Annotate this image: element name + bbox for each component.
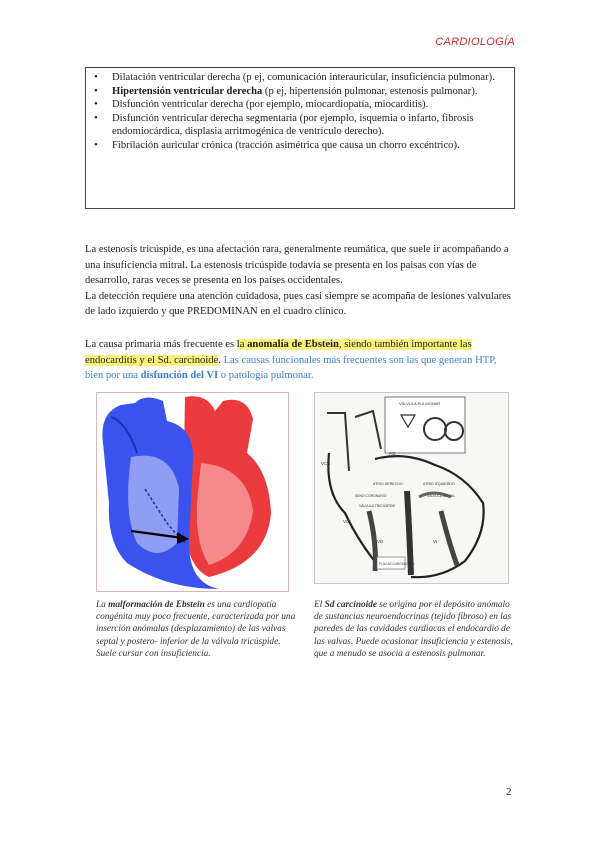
causes-list <box>90 71 508 153</box>
list-item-bold: Hipertensión ventricular derecha <box>112 85 263 97</box>
text-run: La <box>96 600 109 610</box>
list-item <box>112 139 508 153</box>
text-run: . <box>218 354 221 366</box>
text-run: La causa primaria más frecuente es <box>85 339 237 350</box>
text-run: o patología pulmonar. <box>218 370 314 381</box>
running-header: CARDIOLOGÍA <box>435 36 515 48</box>
label-vi: VI <box>433 539 438 544</box>
heart-illustration <box>97 393 288 591</box>
list-item-text: Fibrilación auricular crónica (tracción asimétrica que causa un chorro excéntrico). <box>112 139 460 151</box>
tricuspid-stenosis-paragraph <box>85 242 515 320</box>
carcinoid-heart-figure <box>314 392 509 584</box>
valve-inset-title: VÁLVULA PULMONAR <box>399 401 441 406</box>
figure2-caption <box>314 599 514 660</box>
bold-text: malformación de Ebstein <box>108 600 205 610</box>
bold-text: anomalía de Ebstein <box>247 339 339 350</box>
page-number: 2 <box>506 786 512 798</box>
text-run: se origina por el depósito anómalo de sustancias neuroendocrinas (tejido fibroso) en las paredes de las cavidades cardiacas el endocardio de las valvas. Puede ocasionar insuficiencia y estenosis, que a menudo se asocia a estenosis pulmonar. <box>314 600 513 659</box>
label-tricuspid: VÁLVULA TRICÚSPIDE <box>359 504 396 508</box>
paragraph-line: La detección requiere una atención cuidadosa, pues casi siempre se acompaña de lesiones valvulares de lado izquierdo y que PREDOMINAN en el cuadro clínico. <box>85 290 511 317</box>
bold-text: disfunción del VI <box>140 370 219 381</box>
causes-paragraph <box>85 337 515 384</box>
text-run: es una cardiopatía congénita muy poco frecuente, caracterizada por una inserción anómalas (desplazamiento) de las valvas septal y postero- inferior de la válvula tricúspide. Suele cursar con insuficiencia. <box>96 600 296 659</box>
bold-text: Sd carcinoide <box>324 600 378 610</box>
list-item <box>112 85 508 99</box>
list-item <box>112 98 508 112</box>
carcinoid-illustration <box>315 393 508 583</box>
right-ventricle-cavity <box>128 456 179 553</box>
label-atrium-right: ATRIO DERECHO <box>373 482 403 486</box>
list-item-text: Disfunción ventricular derecha segmentaria (por ejemplo, isquemia o infarto, fibrosis endomiocárdica, displasia arritmogénica de ventrículo derecho). <box>112 112 474 138</box>
label-plaques: PLACAS CARCINOIDES <box>379 562 415 566</box>
text-run: , siendo también importante las endocarditis y el Sd. carcinoide <box>85 339 472 366</box>
label-atrium-left: ATRIO IZQUIERDO <box>423 482 455 486</box>
label-aorta: AO <box>389 451 396 456</box>
text-run: Las causas funcionales más frecuentes son las que generan HTP, bien por una <box>85 354 497 381</box>
paragraph-line: La estenosis tricúspide, es una afectación rara, generalmente reumática, que suele ir acompañando a una insuficiencia mitral. La estenosis tricúspide todavía se presenta en los paisas con vías de desarrollo, raras veces se presenta en los países occidentales. <box>85 244 509 286</box>
list-item <box>112 112 508 139</box>
list-item-text: Dilatación ventricular derecha (p ej, comunicación interauricular, insuficiencia pulmonar). <box>112 72 495 83</box>
label-coronary-sinus: SENO CORONARIO <box>355 494 387 498</box>
list-item-text: (p ej, hipertensión pulmonar, estenosis pulmonar). <box>262 85 478 97</box>
text-run: la <box>236 339 248 350</box>
label-mitral: VÁLVULA MITRAL <box>427 494 456 498</box>
list-item-text: Disfunción ventricular derecha (por ejemplo, miocardiopatía, miocarditis). <box>112 99 429 111</box>
label-vcs: VCS <box>321 461 331 466</box>
list-item <box>112 71 508 85</box>
text-run: El <box>314 600 325 610</box>
label-vci: VCI <box>343 519 351 524</box>
causes-list-box <box>85 67 515 209</box>
ebstein-heart-figure <box>96 392 289 592</box>
figure1-caption <box>96 599 296 660</box>
label-vd: VD <box>377 539 384 544</box>
